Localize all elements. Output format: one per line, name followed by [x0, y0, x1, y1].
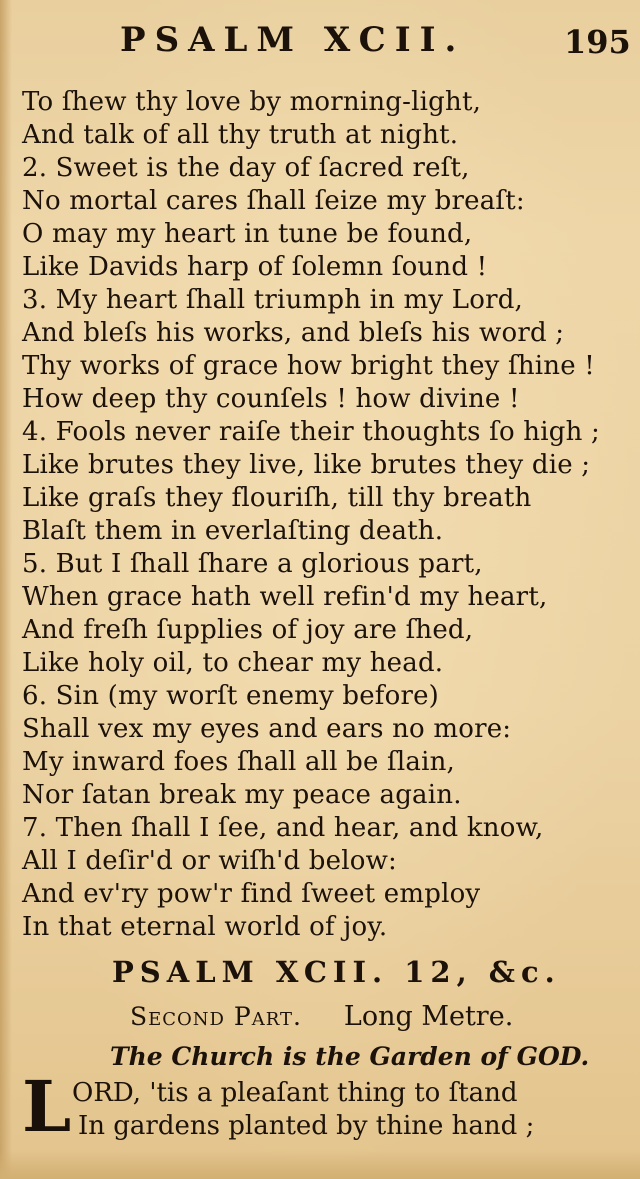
hymn-second-line: In gardens planted by thine hand ; — [78, 1111, 535, 1141]
verse-line: My inward foes ſhall all be ſlain, — [22, 747, 456, 777]
metre-label: Long Metre. — [343, 1001, 514, 1032]
page-number: 195 — [564, 23, 631, 61]
verse-line: Blaſt them in everlaſting death. — [22, 516, 444, 546]
verse-line: To ſhew thy love by morning-light, — [22, 87, 482, 117]
psalm-subtitle: The Church is the Garden of GOD. — [110, 1042, 590, 1071]
verse-line: No mortal cares ſhall ſeize my breaſt: — [22, 186, 525, 216]
verse-line: In that eternal world of joy. — [22, 912, 388, 942]
part-label: Second Part. — [130, 1002, 302, 1031]
verse-line: Nor ſatan break my peace again. — [22, 780, 462, 810]
verse-line: Like holy oil, to chear my head. — [22, 648, 444, 678]
verse-line: 6. Sin (my worſt enemy before) — [22, 681, 440, 711]
verse-line: And ev'ry pow'r find ſweet employ — [22, 879, 481, 909]
page-bottom-edge-shadow — [0, 1150, 640, 1179]
drop-cap-letter: L — [22, 1065, 72, 1148]
verse-line: Like Davids harp of ſolemn ſound ! — [22, 252, 488, 282]
verse-line: And bleſs his works, and bleſs his word ; — [22, 318, 565, 348]
verse-line: 2. Sweet is the day of ſacred reſt, — [22, 153, 470, 183]
verse-line: 5. But I ſhall ſhare a glorious part, — [22, 549, 483, 579]
verse-line: 7. Then ſhall I ſee, and hear, and know, — [22, 813, 544, 843]
verse-line: When grace hath well refin'd my heart, — [22, 582, 548, 612]
verse-line: And freſh ſupplies of joy are ſhed, — [22, 615, 474, 645]
verse-line: 3. My heart ſhall triumph in my Lord, — [22, 285, 524, 315]
verse-line: Shall vex my eyes and ears no more: — [22, 714, 512, 744]
verse-line: And talk of all thy truth at night. — [22, 120, 459, 150]
verse-line: Like graſs they flouriſh, till thy breath — [22, 483, 532, 513]
verse-line: How deep thy counſels ! how divine ! — [22, 384, 520, 414]
verse-line: All I deſir'd or wiſh'd below: — [22, 846, 398, 876]
part-heading — [130, 999, 513, 1035]
verse-line: Like brutes they live, like brutes they die ; — [22, 450, 591, 480]
verse-line: O may my heart in tune be found, — [22, 219, 473, 249]
second-psalm-heading: PSALM XCII. 12, &c. — [112, 955, 561, 989]
hymn-first-line: ORD, 'tis a pleaſant thing to ſtand — [72, 1078, 518, 1108]
verse-line: 4. Fools never raiſe their thoughts ſo high ; — [22, 417, 600, 447]
running-head: PSALM XCII. — [120, 20, 466, 60]
page-left-edge-shadow — [0, 0, 12, 1179]
verse-line: Thy works of grace how bright they ſhine ! — [22, 351, 595, 381]
